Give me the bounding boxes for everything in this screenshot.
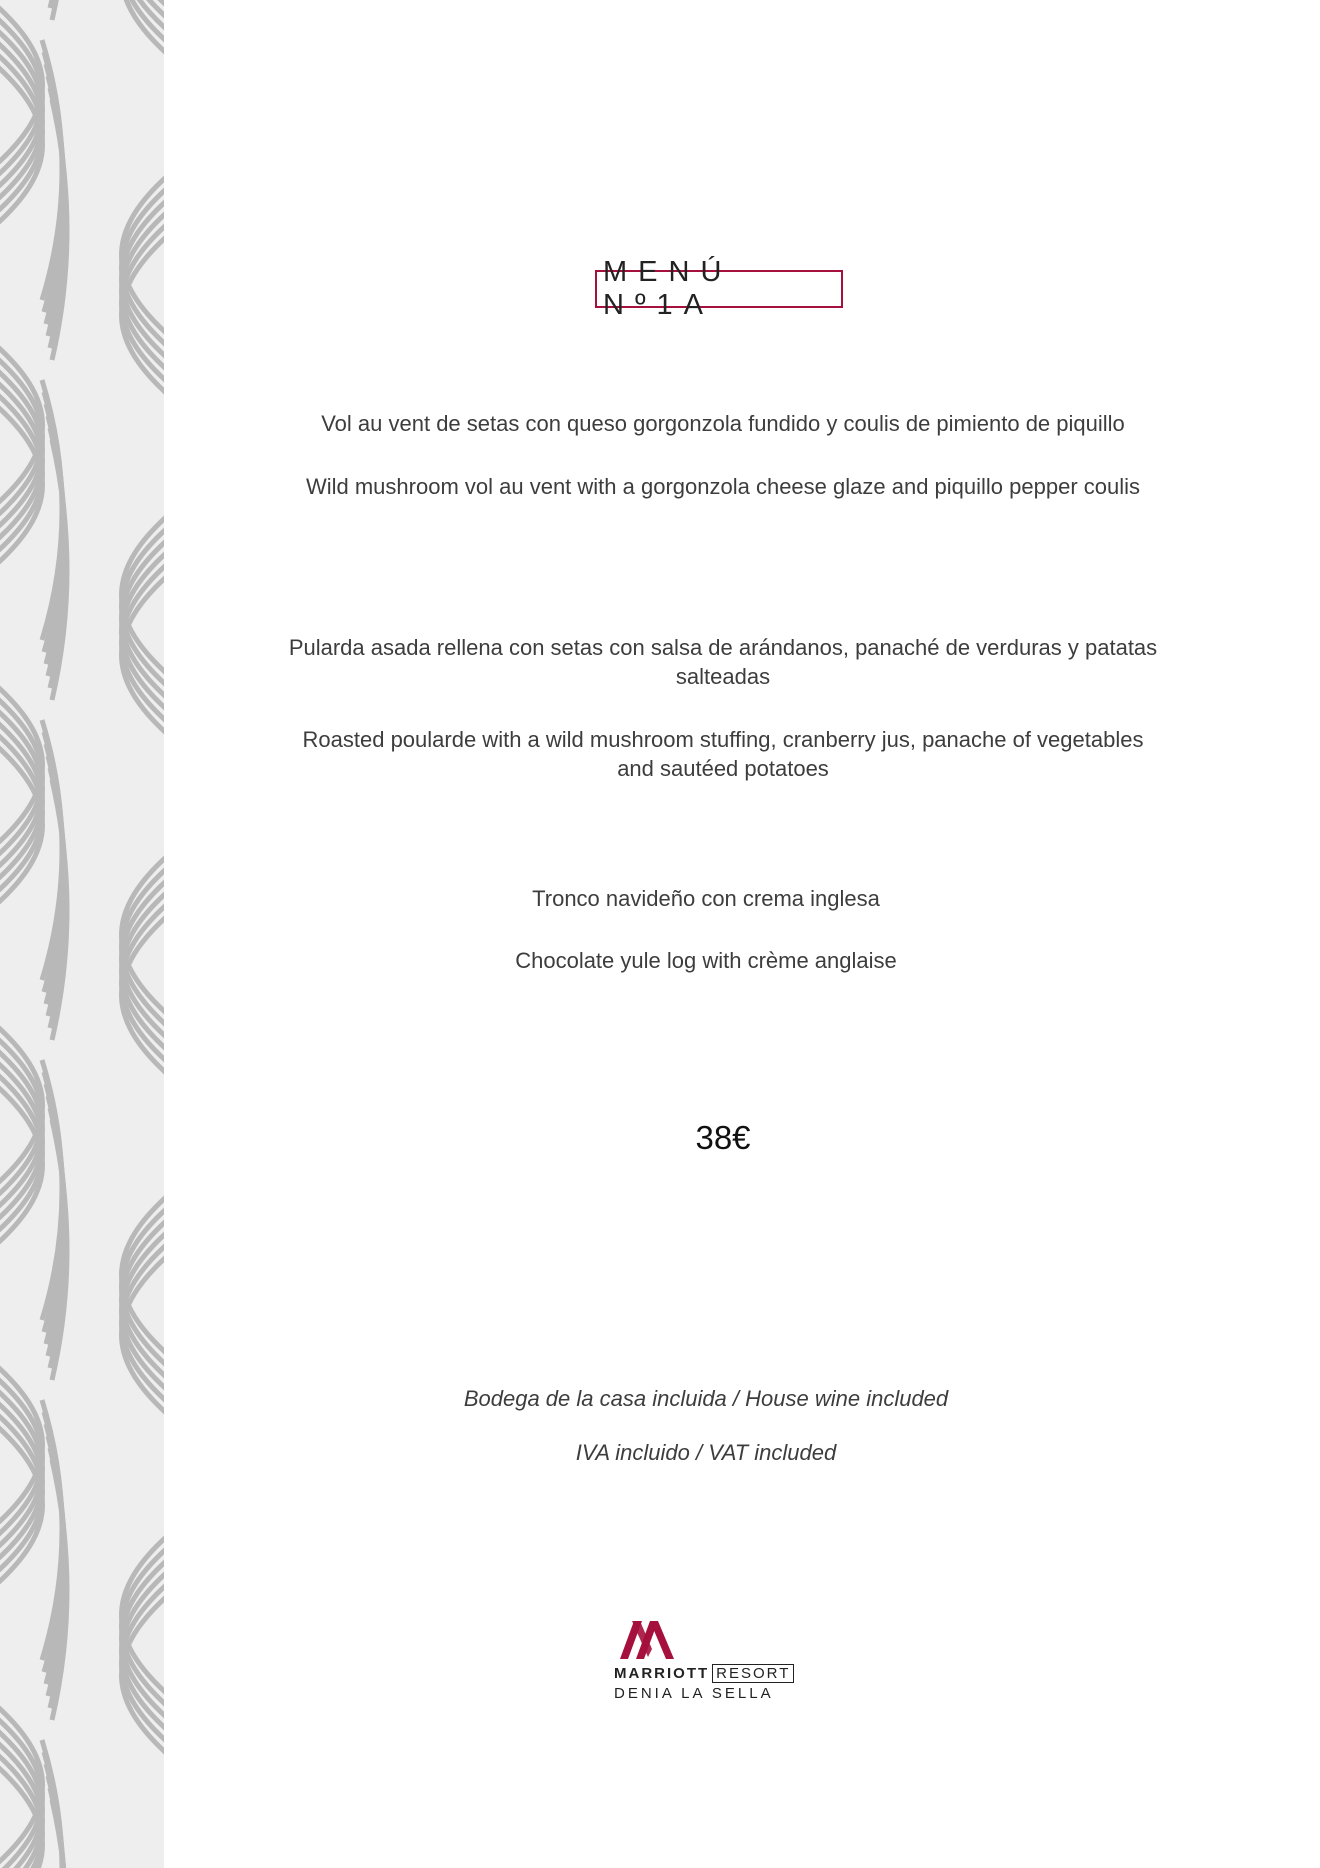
main-spanish-line1: Pularda asada rellena con setas con salsa de arándanos, panaché de verduras y patatas [288,635,1158,660]
logo-brand: MARRIOTT [614,1665,710,1682]
decorative-wave-pattern [0,0,164,1868]
menu-price: 38€ [695,1119,751,1156]
logo-brand-text [614,1665,794,1682]
menu-title: MENÚ Nº1A [595,270,843,308]
vat-note: IVA incluido / VAT included [575,1440,837,1465]
main-english-line2: and sautéed potatoes [617,756,829,781]
main-english-line1: Roasted poularde with a wild mushroom stuffing, cranberry jus, panache of vegetables [302,727,1144,752]
dessert-spanish: Tronco navideño con crema inglesa [532,886,880,911]
menu-content [164,0,1320,1868]
wine-note: Bodega de la casa incluida / House wine included [463,1386,949,1411]
marriott-resort-logo [614,1613,834,1703]
dessert-english: Chocolate yule log with crème anglaise [515,948,897,973]
logo-location: DENIA LA SELLA [614,1685,774,1702]
starter-spanish: Vol au vent de setas con queso gorgonzola fundido y coulis de pimiento de piquillo [321,411,1125,436]
logo-resort: RESORT [712,1664,794,1683]
marriott-m-icon [614,1613,684,1661]
main-spanish-line2: salteadas [675,664,771,689]
starter-english: Wild mushroom vol au vent with a gorgonzola cheese glaze and piquillo pepper coulis [305,474,1141,499]
